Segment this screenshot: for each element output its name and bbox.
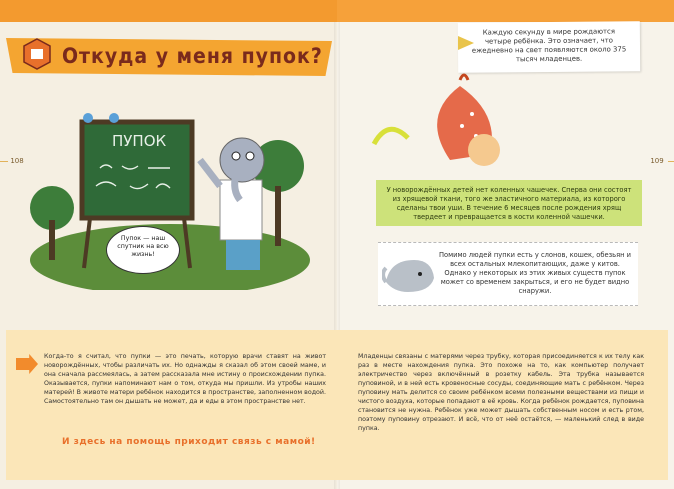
fact-mammals-box: Помимо людей пупки есть у слонов, кошек, обезьян и всех остальных млекопитающих, даже у китов. Однако у некоторых из этих живых существ пупок может со временем закрыться, и его не будет видно снаружи. <box>378 242 638 306</box>
right-body-text: Младенцы связаны с матерями через трубку, которая присоединяется к их телу как раз в месте нахождения пупка. Это похоже на то, как компьютер получает электричество через включённый в розетку кабель. Эта трубка называется пуповиной, и в ней есть кровеносные сосуды, соединяющие мать с ребёнком. Через пуповину мать делится со своим ребёнком всеми полезными веществами из пищи и чистого воздуха, которые попадают в её кровь. Когда ребёнок рождается, пуповина становится не нужна. Ребёнок уже может дышать собственным носом и есть ртом, поэтому пуповину отрезают. И всё, что от неё остаётся, — маленький след в виде пупка. <box>358 353 644 432</box>
page-number-left: 108 <box>10 157 24 165</box>
speech-bubble: Пупок — наш спутник на всю жизнь! <box>106 226 180 274</box>
folio-line-right <box>668 161 674 162</box>
left-body-text: Когда-то я считал, что пупки — это печать, которую врачи ставят на живот новорождённых, чтобы различать их. Но однажды я сказал об этом своей маме, и она сначала рассмеялась, а затем рассказала мне истину о происхождении пупка. Оказывается, пупки напоминают нам о том, откуда мы пришли. Из утробы наших матерей! В животе матери ребёнок находится в пространстве, заполненном водой. Самостоятельно там он дышать не может, да и еды в этом пространстве нет. <box>44 353 326 405</box>
page-number-right: 109 <box>650 157 664 165</box>
fact-knees-box: У новорождённых детей нет коленных чашечек. Сперва они состоят из хрящевой ткани, того же эластичного материала, из которого сделаны твои уши. В течение 6 месяцев после рождения хрящ твердеет и превращается в кости коленной чашечки. <box>376 180 642 226</box>
whale-icon <box>382 252 436 298</box>
highlight-line: И здесь на помощь приходит связь с мамой! <box>62 437 316 447</box>
stork-baby-illustration <box>364 66 534 178</box>
top-color-bar-right <box>337 0 674 22</box>
page-title: Откуда у меня пупок? <box>62 44 323 68</box>
board-text: ПУПОК <box>112 132 167 150</box>
chapter-badge-icon <box>22 38 52 70</box>
fact-births-box: Каждую секунду в мире рождаются четыре ребёнка. Это означает, что ежедневно на свет появляются около 375 тысяч младенцев. <box>458 21 640 73</box>
